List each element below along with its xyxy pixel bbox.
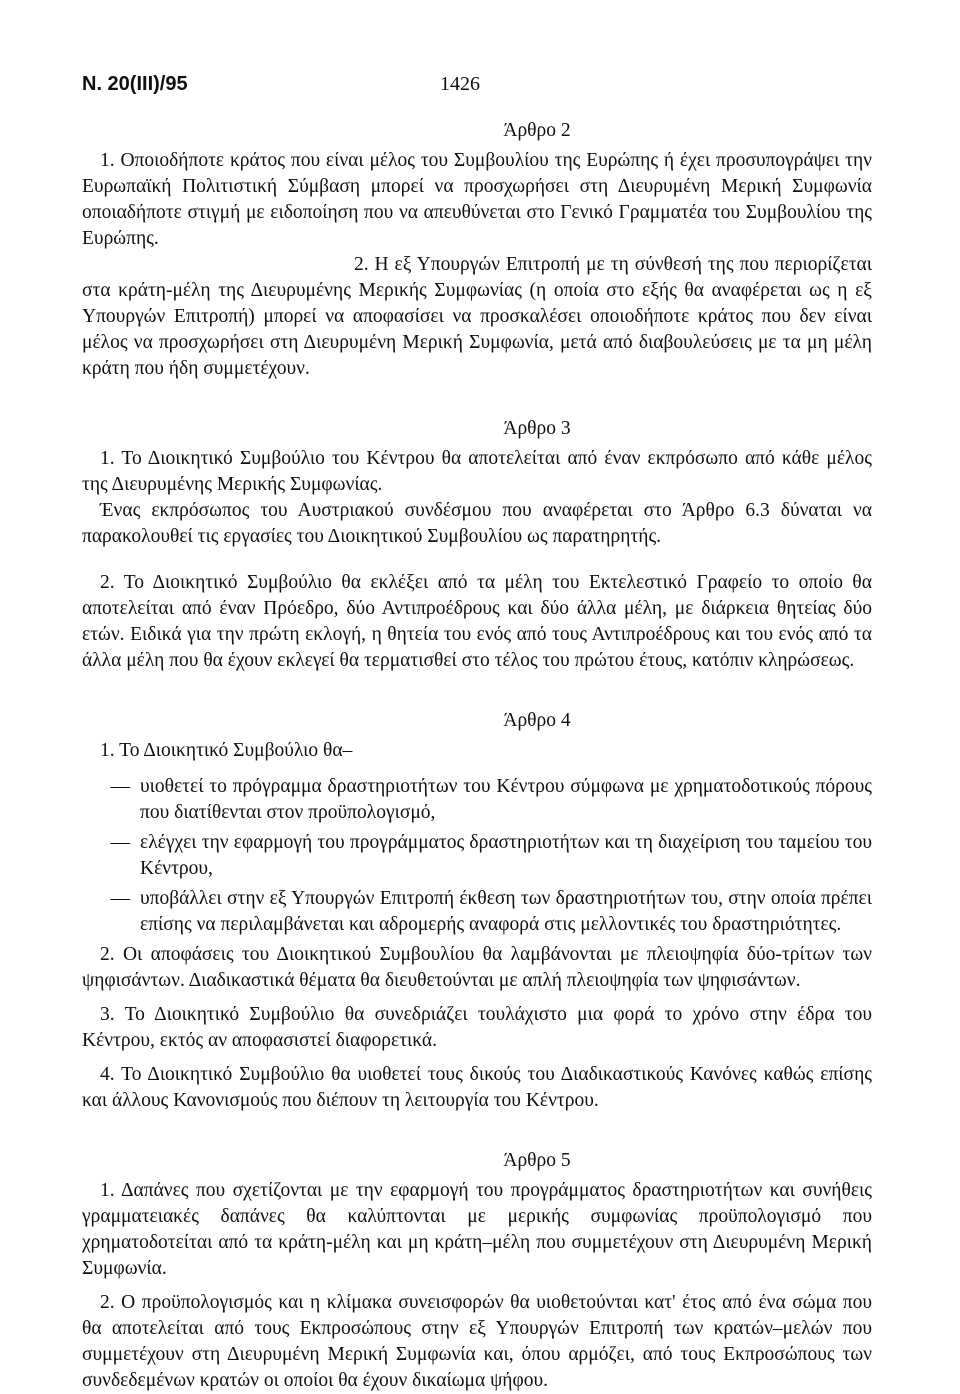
article-3-heading: Άρθρο 3 <box>503 418 571 439</box>
dash-mark: — <box>110 832 130 853</box>
dash-mark: — <box>110 888 130 909</box>
article-5-paragraph-2: 2. Ο προϋπολογισμός και η κλίμακα συνεισφορών θα υιοθετούνται κατ' έτος από ένα σώμα που θα αποτελείται από τους Εκπροσώπους στην εξ Υπουργών Επιτροπή των κρατών–μελών που συμμετέχουν στη Διευρυμένη Μερική Συμφωνία και, όπου αρμόζει, από τους Εκπροσώπους των συνδεδεμένων κρατών οι οποίοι θα έχουν δικαίωμα ψήφου. <box>82 1292 872 1391</box>
dash-item <box>82 830 872 882</box>
dash-mark: — <box>110 776 130 797</box>
page-number: 1426 <box>440 73 480 95</box>
article-4-heading: Άρθρο 4 <box>503 710 571 731</box>
article-4-paragraph-4: 4. Το Διοικητικό Συμβούλιο θα υιοθετεί τους δικούς του Διαδικαστικούς Κανόνες καθώς επίσης και άλλους Κανονισμούς που διέπουν τη λειτουργία του Κέντρου. <box>82 1064 872 1111</box>
dash-item <box>82 774 872 826</box>
article-2-heading: Άρθρο 2 <box>503 120 571 141</box>
article-4-paragraph-2: 2. Οι αποφάσεις του Διοικητικού Συμβουλίου θα λαμβάνονται με πλειοψηφία δύο-τρίτων των ψηφισάντων. Διαδικαστικά θέματα θα διευθετούνται με απλή πλειοψηφία των ψηφισάντων. <box>82 944 872 991</box>
document-body <box>82 118 872 1394</box>
article-5-paragraph-1: 1. Δαπάνες που σχετίζονται με την εφαρμογή του προγράμματος δραστηριοτήτων και συνήθεις γραμματειακές δαπάνες θα καλύπτονται με μερικής συμφωνίας προϋπολογισμό που χρηματοδοτείται από τα κράτη-μέλη και μη κράτη–μέλη που συμμετέχουν στη Διευρυμένη Μερική Συμφωνία. <box>82 1180 872 1279</box>
dash-item-text: υποβάλλει στην εξ Υπουργών Επιτροπή έκθεση των δραστηριοτήτων του, στην οποία πρέπει επίσης να περιλαμβάνεται και αδρομερής αναφορά στις μελλοντικές του δραστηριότητες. <box>140 888 872 935</box>
dash-item-text: υιοθετεί το πρόγραμμα δραστηριοτήτων του Κέντρου σύμφωνα με χρηματοδοτικούς πόρους που διατίθενται στον προϋπολογισμό, <box>140 776 872 823</box>
page-header <box>82 71 882 101</box>
dash-item <box>82 886 872 938</box>
article-4-paragraph-1: 1. Το Διοικητικό Συμβούλιο θα– <box>100 740 353 761</box>
article-4-paragraph-3: 3. Το Διοικητικό Συμβούλιο θα συνεδριάζει τουλάχιστο μια φορά το χρόνο στην έδρα του Κέντρου, εκτός αν αποφασιστεί διαφορετικά. <box>82 1004 872 1051</box>
article-2-paragraph-1: 1. Οποιοδήποτε κράτος που είναι μέλος του Συμβουλίου της Ευρώπης ή έχει προσυπογράψει την Ευρωπαϊκή Πολιτιστική Σύμβαση μπορεί να προσχωρήσει στη Διευρυμένη Μερική Συμφωνία οποιαδήποτε στιγμή με ειδοποίηση που να απευθύνεται στο Γενικό Γραμματέα του Συμβουλίου της Ευρώπης. <box>82 150 872 249</box>
dash-item-text: ελέγχει την εφαρμογή του προγράμματος δραστηριοτήτων και τη διαχείριση του ταμείου του Κέντρου, <box>140 832 872 879</box>
article-3-paragraph-2: 2. Το Διοικητικό Συμβούλιο θα εκλέξει από τα μέλη του Εκτελεστικό Γραφείο το οποίο θα αποτελείται από έναν Πρόεδρο, δύο Αντιπροέδρους και δύο άλλα μέλη, με διάρκεια θητείας δύο ετών. Ειδικά για την πρώτη εκλογή, η θητεία του ενός από τους Αντιπροέδρους και του ενός από τα άλλα μέλη που θα έχουν εκλεγεί θα τερματισθεί στο τέλος του πρώτου έτους, κατόπιν κληρώσεως. <box>82 572 872 671</box>
article-3-paragraph-1b: Ένας εκπρόσωπος του Αυστριακού συνδέσμου που αναφέρεται στο Άρθρο 6.3 δύναται να παρακολουθεί τις εργασίες του Διοικητικού Συμβουλίου ως παρατηρητής. <box>82 500 872 547</box>
article-3-paragraph-1: 1. Το Διοικητικό Συμβούλιο του Κέντρου θα αποτελείται από έναν εκπρόσωπο από κάθε μέλος της Διευρυμένης Μερικής Συμφωνίας. <box>82 448 872 495</box>
article-2-paragraph-2: 2. Η εξ Υπουργών Επιτροπή με τη σύνθεσή της που περιορίζεται στα κράτη-μέλη της Διευρυμένης Μερικής Συμφωνίας (η οποία στο εξής θα αναφέρεται ως η εξ Υπουργών Επιτροπή) μπορεί να αποφασίσει να προσκαλέσει οποιοδήποτε κράτος που δεν είναι μέλος να προσχωρήσει στη Διευρυμένη Μερική Συμφωνία, μετά από διαβουλεύσεις με τα μη μέλη κράτη που ήδη συμμετέχουν. <box>82 254 872 379</box>
law-reference: N. 20(III)/95 <box>82 73 188 95</box>
article-5-heading: Άρθρο 5 <box>503 1150 571 1171</box>
